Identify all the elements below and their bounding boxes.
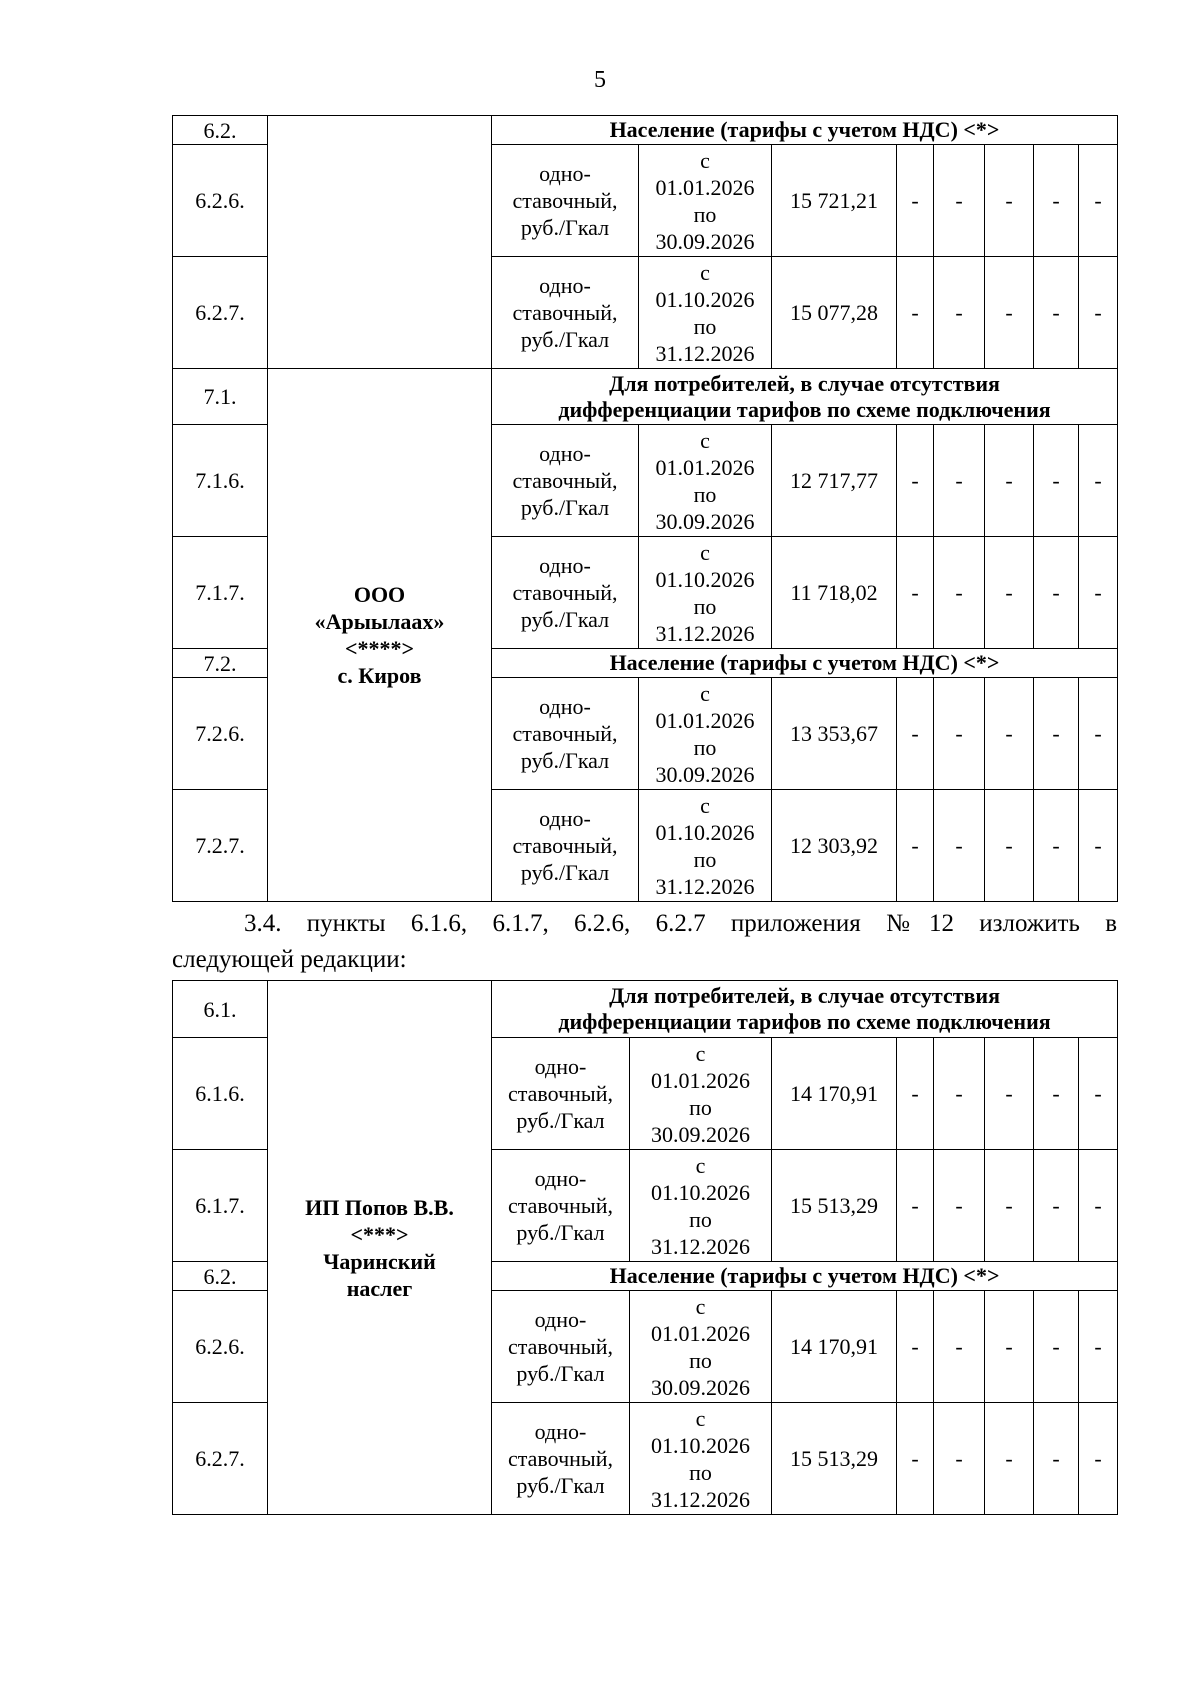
dash-cell: - (1079, 257, 1118, 369)
page-number: 5 (594, 67, 606, 93)
dash-cell: - (897, 1403, 934, 1515)
dash-cell: - (1034, 537, 1079, 649)
dash-cell: - (985, 537, 1034, 649)
period-cell: с 01.01.2026 по 30.09.2026 (630, 1291, 772, 1403)
dash-cell: - (934, 1150, 985, 1262)
section-header: Для потребителей, в случае отсутствия дифференциации тарифов по схеме подключения (492, 369, 1118, 425)
dash-cell: - (1079, 1150, 1118, 1262)
tariff-table-2 (172, 980, 1118, 1515)
row-number: 7.2.6. (173, 678, 268, 790)
tariff-value: 14 170,91 (772, 1038, 897, 1150)
tariff-value: 12 717,77 (772, 425, 897, 537)
dash-cell: - (1034, 1150, 1079, 1262)
row-number: 6.2.6. (173, 1291, 268, 1403)
dash-cell: - (1034, 425, 1079, 537)
dash-cell: - (934, 145, 985, 257)
dash-cell: - (934, 1038, 985, 1150)
dash-cell: - (1079, 1038, 1118, 1150)
rate-type: одно- ставочный, руб./Гкал (492, 1038, 630, 1150)
dash-cell: - (934, 790, 985, 902)
org-cell-empty (268, 116, 492, 369)
period-cell: с 01.10.2026 по 31.12.2026 (630, 1403, 772, 1515)
section-header: Население (тарифы с учетом НДС) <*> (492, 649, 1118, 678)
rate-type: одно- ставочный, руб./Гкал (492, 1150, 630, 1262)
tariff-value: 13 353,67 (772, 678, 897, 790)
section-header: Население (тарифы с учетом НДС) <*> (492, 116, 1118, 145)
dash-cell: - (1034, 678, 1079, 790)
row-number: 6.1. (173, 981, 268, 1038)
period-cell: с 01.10.2026 по 31.12.2026 (639, 790, 772, 902)
dash-cell: - (934, 537, 985, 649)
period-cell: с 01.10.2026 по 31.12.2026 (630, 1150, 772, 1262)
dash-cell: - (897, 145, 934, 257)
dash-cell: - (1034, 257, 1079, 369)
row-number: 6.1.6. (173, 1038, 268, 1150)
rate-type: одно- ставочный, руб./Гкал (492, 1403, 630, 1515)
dash-cell: - (1079, 678, 1118, 790)
dash-cell: - (934, 1291, 985, 1403)
row-number: 6.1.7. (173, 1150, 268, 1262)
dash-cell: - (1079, 425, 1118, 537)
tariff-value: 12 303,92 (772, 790, 897, 902)
dash-cell: - (1079, 1291, 1118, 1403)
dash-cell: - (985, 257, 1034, 369)
period-cell: с 01.10.2026 по 31.12.2026 (639, 537, 772, 649)
row-number: 7.1.7. (173, 537, 268, 649)
org-name: ИП Попов В.В. <***> Чаринский наслег (268, 981, 492, 1515)
dash-cell: - (985, 425, 1034, 537)
row-number: 6.2.6. (173, 145, 268, 257)
dash-cell: - (897, 1038, 934, 1150)
dash-cell: - (934, 1403, 985, 1515)
rate-type: одно- ставочный, руб./Гкал (492, 678, 639, 790)
period-cell: с 01.01.2026 по 30.09.2026 (639, 145, 772, 257)
row-number: 6.2.7. (173, 1403, 268, 1515)
period-cell: с 01.01.2026 по 30.09.2026 (639, 678, 772, 790)
dash-cell: - (985, 678, 1034, 790)
dash-cell: - (985, 145, 1034, 257)
dash-cell: - (1079, 790, 1118, 902)
period-cell: с 01.10.2026 по 31.12.2026 (639, 257, 772, 369)
row-number: 6.2. (173, 1262, 268, 1291)
dash-cell: - (897, 425, 934, 537)
dash-cell: - (897, 1291, 934, 1403)
rate-type: одно- ставочный, руб./Гкал (492, 145, 639, 257)
rate-type: одно- ставочный, руб./Гкал (492, 790, 639, 902)
row-number: 7.2.7. (173, 790, 268, 902)
dash-cell: - (1034, 790, 1079, 902)
rate-type: одно- ставочный, руб./Гкал (492, 1291, 630, 1403)
dash-cell: - (985, 790, 1034, 902)
paragraph-line: 3.4. пункты 6.1.6, 6.1.7, 6.2.6, 6.2.7 приложения №12 изложить в (244, 910, 1117, 937)
tariff-value: 15 077,28 (772, 257, 897, 369)
period-cell: с 01.01.2026 по 30.09.2026 (630, 1038, 772, 1150)
dash-cell: - (897, 257, 934, 369)
dash-cell: - (934, 257, 985, 369)
dash-cell: - (1034, 1403, 1079, 1515)
dash-cell: - (1034, 1291, 1079, 1403)
row-number: 6.2. (173, 116, 268, 145)
dash-cell: - (985, 1150, 1034, 1262)
rate-type: одно- ставочный, руб./Гкал (492, 537, 639, 649)
dash-cell: - (897, 537, 934, 649)
tariff-value: 11 718,02 (772, 537, 897, 649)
row-number: 7.2. (173, 649, 268, 678)
dash-cell: - (1079, 537, 1118, 649)
dash-cell: - (897, 678, 934, 790)
tariff-table-1 (172, 115, 1118, 902)
dash-cell: - (897, 790, 934, 902)
row-number: 6.2.7. (173, 257, 268, 369)
rate-type: одно- ставочный, руб./Гкал (492, 425, 639, 537)
dash-cell: - (1034, 1038, 1079, 1150)
org-name: ООО «Арыылаах» <****> с. Киров (268, 369, 492, 902)
tariff-value: 15 513,29 (772, 1150, 897, 1262)
dash-cell: - (1034, 145, 1079, 257)
dash-cell: - (985, 1291, 1034, 1403)
dash-cell: - (1079, 145, 1118, 257)
period-cell: с 01.01.2026 по 30.09.2026 (639, 425, 772, 537)
row-number: 7.1.6. (173, 425, 268, 537)
rate-type: одно- ставочный, руб./Гкал (492, 257, 639, 369)
dash-cell: - (985, 1038, 1034, 1150)
dash-cell: - (1079, 1403, 1118, 1515)
dash-cell: - (934, 425, 985, 537)
paragraph-line: следующей редакции: (172, 946, 407, 973)
tariff-value: 15 513,29 (772, 1403, 897, 1515)
dash-cell: - (985, 1403, 1034, 1515)
tariff-value: 15 721,21 (772, 145, 897, 257)
dash-cell: - (897, 1150, 934, 1262)
tariff-value: 14 170,91 (772, 1291, 897, 1403)
section-header: Население (тарифы с учетом НДС) <*> (492, 1262, 1118, 1291)
row-number: 7.1. (173, 369, 268, 425)
section-header: Для потребителей, в случае отсутствия дифференциации тарифов по схеме подключения (492, 981, 1118, 1038)
dash-cell: - (934, 678, 985, 790)
